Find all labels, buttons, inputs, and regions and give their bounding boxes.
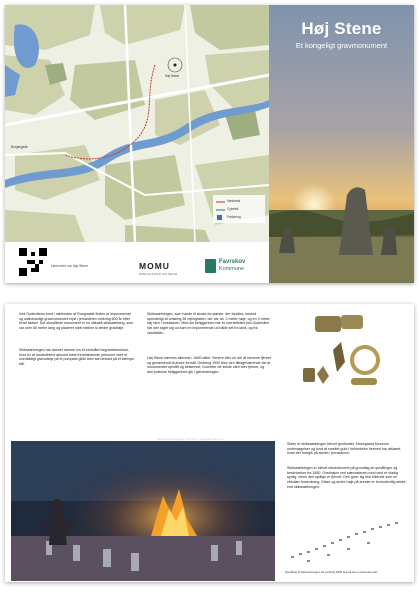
cover-title: Høj Stene [301, 19, 382, 38]
favrskov-crest-icon [205, 259, 216, 273]
footer-caption: Opmåling af skibssætningen fra omkring 1850 lagt på den nuværende plan [285, 570, 378, 574]
favrskov-logo-name: Favrskov [219, 259, 246, 265]
cover-panel [269, 5, 414, 283]
front-footer [5, 242, 269, 283]
qr-caption: Læs mere om Høj Stene [51, 264, 88, 268]
brochure-back-page [5, 304, 414, 582]
momu-logo: MOMU [139, 261, 170, 271]
brochure-front-page [5, 5, 414, 283]
legend-item-parking: Parkering [227, 215, 241, 219]
map-label-street: Borgergade [11, 145, 28, 149]
column-2-paragraph-2: Høj Stene nævnes allerede i 1600-tallet. Senere blev en del af stenene fjernet og genanvendt til andre formål. Omkring 1950 blev den tilbageværende del af monumentet opmålt og beskrevet, hvorefter de sidste sten blev fjernet, og den præcise beliggenhed gik i glemmebogen. [147, 356, 271, 375]
momu-logo-subtitle: MOESGAARD MUSEUM [139, 272, 178, 276]
legend-item-cycling: Cykelsti [227, 207, 239, 211]
column-2-paragraph-1: Skibssætningen, som havde til skrald de største, der fandtes, bestod oprindeligt af omkring 28 rejlingssten, der var ca. 2 meter høje, og en 4 meter høj sten i forstavnen. Med sin beliggenhed har et overfartsted ved Gudenåen har den taget sig ud som en imponerende ud både set fra land- og fra vandsiden. [147, 312, 270, 335]
gold-artifacts-photo [293, 312, 405, 390]
cover-subtitle: Et kongeligt gravmonument [295, 41, 388, 50]
column-3-paragraph-2: Skibssætningen er blevet rekonstrueret på grundlag af opmålinger og beskrivelser fra 1850. Gravhøjen ved stævnstenen mod vest er stadig synlig, mens den sydlige er fjernet. Den giver sig blot tilkende som en cirkulær forsenkning. Disse og andre høje på arealet er formodentlig ældre end skibssætningen. [287, 466, 406, 489]
area-map [5, 5, 269, 242]
column-3-paragraph-1: Siden er skibssætningen blevet genfundet. Moesgaard Museum undersøgelser og fund af smeltet guld i forbindelse hermed har afsløret, hvad der foregik på stedet i jernalderen. [287, 442, 402, 456]
favrskov-logo-kommune: Kommune [219, 266, 245, 272]
legend-item-hiking: Vandresti [227, 199, 241, 203]
ship-setting-survey-diagram [287, 518, 407, 568]
reconstruction-photo [11, 441, 275, 581]
qr-code-icon[interactable] [19, 248, 47, 276]
column-1-paragraph-1: Ved Gudenåens bred i nærheden af Rungmølle findes et imponerende og usædvanligt gravmonument rejst i jernalderen omkring 600 år efter Kristi fødsel. Det storslåede monument er en såkaldt skibssætning, som var over 80 meter lang og placeret midt mellem to ældre gravhøje. [19, 312, 134, 331]
funeral-fire-illustration [11, 441, 275, 581]
photo-caption: Rekonstruktionstegning: Illustration - Moesgaard Museum [157, 438, 224, 441]
column-1-paragraph-2: Skibssætningen har dannet ramme om et storslået begravelsesritual, hvor en af landsdelens absolut mest fremtrædende personer med et overdådigt gravudstyr på et pompøst gilde blev sat bevidst på et kæmpe bål. [19, 348, 134, 367]
map-label-site: Høj Stene [165, 74, 180, 78]
